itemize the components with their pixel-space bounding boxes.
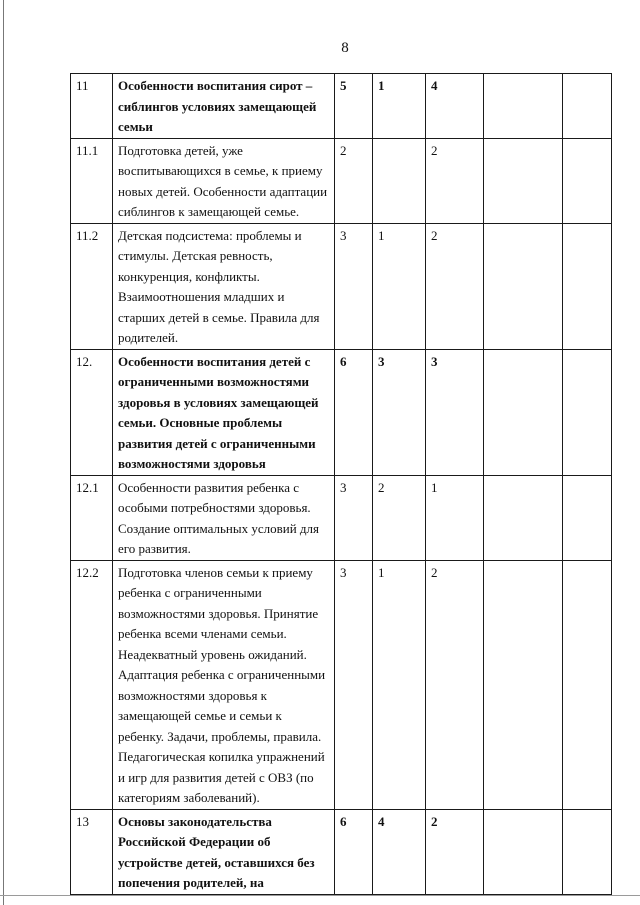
row-number: 12.1 xyxy=(71,475,113,560)
topic-title: Особенности воспитания сирот – сиблингов условиях замещающей семьи xyxy=(113,74,335,139)
hours-total: 3 xyxy=(335,475,373,560)
hours-total: 2 xyxy=(335,138,373,223)
extra-column-1 xyxy=(484,349,563,475)
table-row xyxy=(71,809,612,894)
hours-practice: 3 xyxy=(426,349,484,475)
table-row xyxy=(71,560,612,809)
extra-column-1 xyxy=(484,138,563,223)
table-row xyxy=(71,223,612,349)
hours-total: 5 xyxy=(335,74,373,139)
scan-left-edge xyxy=(3,0,4,905)
topic-title: Особенности воспитания детей с ограниченными возможностями здоровья в условиях замещающей семьи. Основные проблемы развития детей с ограниченными возможностями здоровья xyxy=(113,349,335,475)
row-number: 12.2 xyxy=(71,560,113,809)
table-row xyxy=(71,138,612,223)
extra-column-2 xyxy=(563,138,612,223)
extra-column-1 xyxy=(484,74,563,139)
hours-practice: 2 xyxy=(426,560,484,809)
table-row xyxy=(71,74,612,139)
extra-column-2 xyxy=(563,74,612,139)
topic-title: Основы законодательства Российской Федерации об устройстве детей, оставшихся без попечения родителей, на xyxy=(113,809,335,894)
hours-lectures: 1 xyxy=(373,74,426,139)
extra-column-1 xyxy=(484,809,563,894)
hours-lectures xyxy=(373,138,426,223)
table-row xyxy=(71,475,612,560)
hours-lectures: 2 xyxy=(373,475,426,560)
topic-title: Подготовка членов семьи к приему ребенка с ограниченными возможностями здоровья. Принятие ребенка всеми членами семьи. Неадекватный уровень ожиданий. Адаптация ребенка с ограниченными возможностями здоровья к замещающей семье и семьи к ребенку. Задачи, проблемы, правила. Педагогическая копилка упражнений и игр для развития детей с ОВЗ (по категориям заболеваний). xyxy=(113,560,335,809)
table-row xyxy=(71,349,612,475)
topic-title: Особенности развития ребенка с особыми потребностями здоровья. Создание оптимальных условий для его развития. xyxy=(113,475,335,560)
extra-column-1 xyxy=(484,223,563,349)
extra-column-2 xyxy=(563,809,612,894)
hours-total: 6 xyxy=(335,809,373,894)
hours-practice: 4 xyxy=(426,74,484,139)
hours-total: 6 xyxy=(335,349,373,475)
scan-bottom-edge xyxy=(0,895,640,896)
row-number: 11.1 xyxy=(71,138,113,223)
hours-practice: 2 xyxy=(426,809,484,894)
row-number: 13 xyxy=(71,809,113,894)
hours-lectures: 4 xyxy=(373,809,426,894)
topic-title: Подготовка детей, уже воспитывающихся в семье, к приему новых детей. Особенности адаптации сиблингов к замещающей семье. xyxy=(113,138,335,223)
row-number: 12. xyxy=(71,349,113,475)
hours-lectures: 1 xyxy=(373,223,426,349)
hours-total: 3 xyxy=(335,560,373,809)
extra-column-1 xyxy=(484,475,563,560)
extra-column-1 xyxy=(484,560,563,809)
extra-column-2 xyxy=(563,349,612,475)
row-number: 11.2 xyxy=(71,223,113,349)
extra-column-2 xyxy=(563,223,612,349)
hours-total: 3 xyxy=(335,223,373,349)
hours-practice: 2 xyxy=(426,138,484,223)
hours-lectures: 1 xyxy=(373,560,426,809)
extra-column-2 xyxy=(563,560,612,809)
curriculum-table xyxy=(70,73,612,895)
topic-title: Детская подсистема: проблемы и стимулы. Детская ревность, конкуренция, конфликты. Взаимоотношения младших и старших детей в семье. Правила для родителей. xyxy=(113,223,335,349)
hours-practice: 1 xyxy=(426,475,484,560)
page-number: 8 xyxy=(341,40,349,56)
extra-column-2 xyxy=(563,475,612,560)
row-number: 11 xyxy=(71,74,113,139)
hours-lectures: 3 xyxy=(373,349,426,475)
hours-practice: 2 xyxy=(426,223,484,349)
